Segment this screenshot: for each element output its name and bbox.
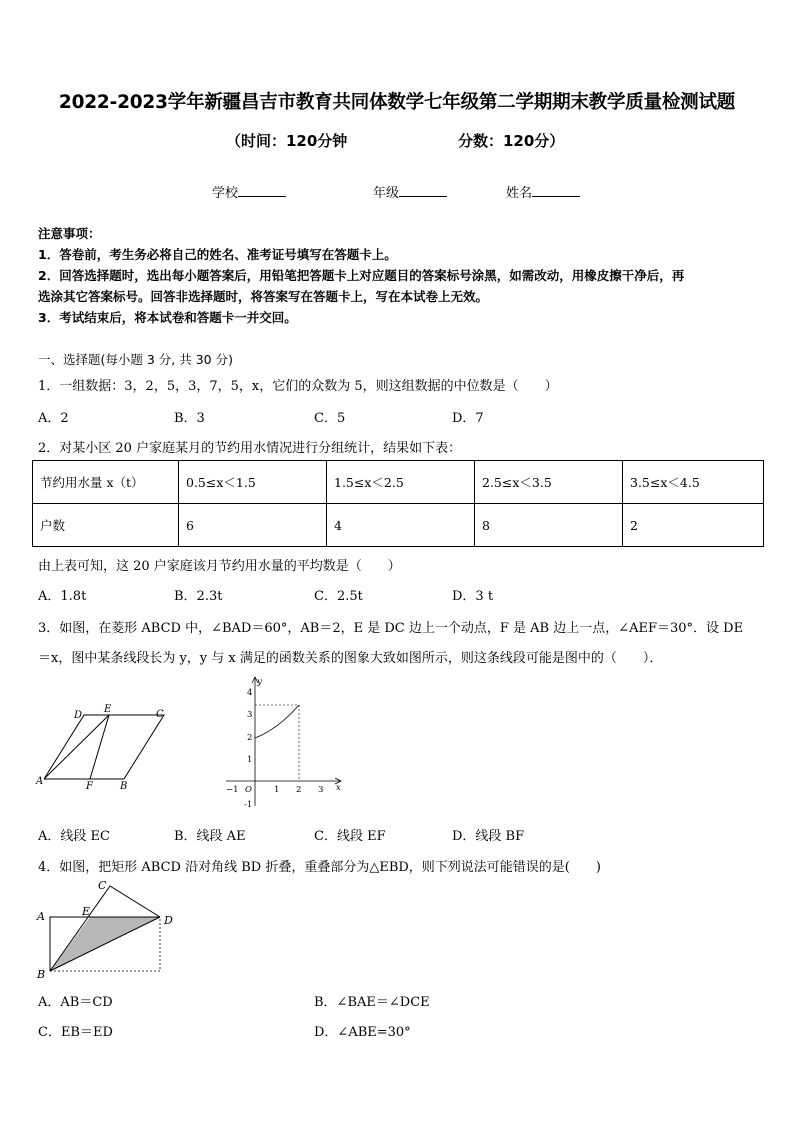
- table-cell: 3.5≤x＜4.5: [623, 461, 764, 504]
- q2-after: 由上表可知，这 20 户家庭该月节约用水量的平均数是（ ）: [38, 559, 401, 574]
- table-cell: 户数: [33, 504, 179, 547]
- table-cell: 2.5≤x＜3.5: [475, 461, 623, 504]
- q3-option-c: C．线段 EF: [314, 829, 386, 844]
- page-title: 2022-2023学年新疆昌吉市教育共同体数学七年级第二学期期末教学质量检测试题: [58, 92, 736, 113]
- score-label: 分数：120分）: [458, 132, 565, 150]
- label-b: B: [37, 968, 46, 980]
- section-heading: 一、选择题(每小题 3 分, 共 30 分): [38, 352, 233, 367]
- notice-item: 3．考试结束后，将本试卷和答题卡一并交回。: [38, 310, 297, 325]
- q3-option-b: B．线段 AE: [174, 829, 246, 844]
- q1-option-a: A．2: [38, 411, 69, 426]
- table-cell: 1.5≤x＜2.5: [327, 461, 475, 504]
- table-cell: 6: [179, 504, 327, 547]
- time-label: （时间：120分钟: [226, 132, 348, 150]
- tick-label: 4: [247, 688, 253, 698]
- table-cell: 4: [327, 504, 475, 547]
- tick-label: 1: [274, 785, 280, 795]
- grade-field: 年级: [373, 182, 447, 201]
- label-e: E: [82, 905, 91, 918]
- q2-option-b: B．2.3t: [174, 589, 223, 604]
- tick-label: 2: [247, 733, 253, 743]
- table-cell: 2: [623, 504, 764, 547]
- tick-label: 3: [247, 710, 253, 720]
- q1-option-d: D．7: [452, 411, 484, 426]
- q2-option-a: A．1.8t: [38, 589, 87, 604]
- q4-option-d: D．∠ABE=30°: [314, 1025, 411, 1040]
- q4-stem: 4．如图，把矩形 ABCD 沿对角线 BD 折叠，重叠部分为△EBD，则下列说法可能错误的是( ): [38, 860, 601, 875]
- label-a: A: [37, 910, 45, 923]
- label-a: A: [36, 776, 44, 787]
- notice-item: 1．答卷前，考生务必将自己的姓名、准考证号填写在答题卡上。: [38, 247, 397, 262]
- q3-stem: 3．如图，在菱形 ABCD 中，∠BAD＝60°，AB＝2，E 是 DC 边上一个动点，F 是 AB 边上一点，∠AEF＝30°．设 DE: [38, 621, 744, 636]
- water-saving-table: [32, 460, 764, 547]
- tick-label: -1: [244, 800, 253, 810]
- function-graph: [222, 674, 348, 812]
- table-cell: 0.5≤x＜1.5: [179, 461, 327, 504]
- origin-label: O: [245, 785, 252, 795]
- table-cell: 节约用水量 x（t）: [33, 461, 179, 504]
- q4-option-b: B．∠BAE＝∠DCE: [314, 995, 430, 1010]
- tick-label: 1: [247, 755, 253, 765]
- notice-item: 选涂其它答案标号。回答非选择题时，将答案写在答题卡上，写在本试卷上无效。: [38, 289, 489, 304]
- q1-stem: 1．一组数据：3，2，5，3，7，5，x，它们的众数为 5，则这组数据的中位数是（ ）: [38, 379, 558, 394]
- q3-option-d: D．线段 BF: [452, 829, 525, 844]
- table-cell: 8: [475, 504, 623, 547]
- label-f: F: [86, 781, 93, 792]
- label-d: D: [164, 914, 173, 927]
- tick-label: 3: [318, 785, 324, 795]
- rhombus-figure: [34, 702, 174, 794]
- notice-item: 2．回答选择题时，选出每小题答案后，用铅笔把答题卡上对应题目的答案标号涂黑，如需改动，用橡皮擦干净后，再: [38, 268, 685, 283]
- notice-heading: 注意事项：: [38, 226, 101, 241]
- name-field: 姓名: [506, 182, 580, 201]
- tick-label: 2: [296, 785, 302, 795]
- folded-rectangle-figure: [34, 878, 184, 980]
- q4-option-a: A．AB＝CD: [38, 995, 113, 1010]
- q2-option-c: C．2.5t: [314, 589, 363, 604]
- q1-option-b: B．3: [174, 411, 205, 426]
- label-e: E: [104, 704, 112, 715]
- q3-stem-cont: ＝x，图中某条线段长为 y，y 与 x 满足的函数关系的图象大致如图所示，则这条线段可能是图中的（ ）．: [38, 651, 663, 666]
- label-d: D: [74, 710, 83, 721]
- table-row: [33, 461, 764, 504]
- axis-x-label: x: [336, 783, 341, 793]
- label-c: C: [98, 879, 107, 892]
- label-c: C: [156, 709, 164, 720]
- tick-label: −1: [226, 785, 239, 795]
- school-field: 学校: [212, 182, 286, 201]
- q1-option-c: C．5: [314, 411, 346, 426]
- table-row: [33, 504, 764, 547]
- q3-option-a: A．线段 EC: [38, 829, 110, 844]
- axis-y-label: y: [257, 677, 262, 687]
- q2-stem: 2．对某小区 20 户家庭某月的节约用水情况进行分组统计，结果如下表：: [38, 441, 462, 456]
- label-b: B: [120, 781, 128, 792]
- q2-option-d: D．3 t: [452, 589, 494, 604]
- q4-option-c: C．EB＝ED: [38, 1025, 113, 1040]
